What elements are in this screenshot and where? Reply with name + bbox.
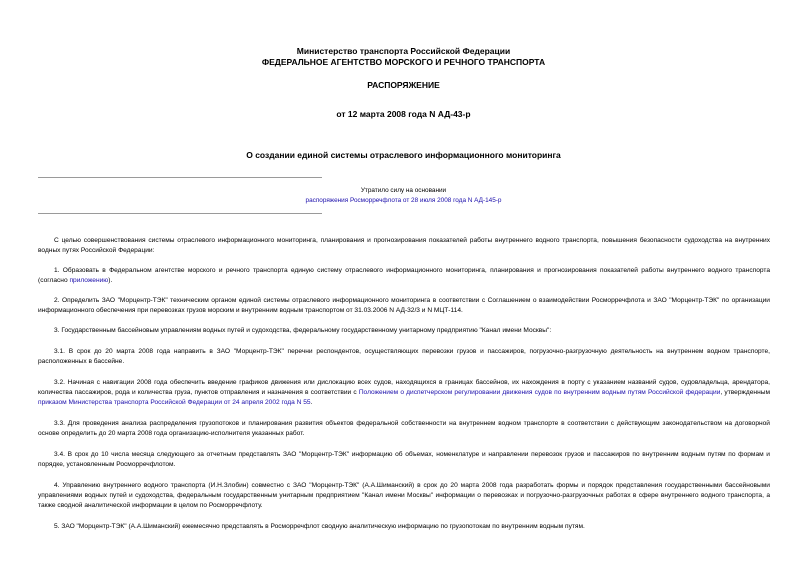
paragraph-1 — [38, 266, 770, 286]
document-date-number: от 12 марта 2008 года N АД-43-р — [336, 109, 471, 119]
status-note-line — [0, 196, 807, 205]
paragraph-3: 3. Государственным бассейновым управлениям водных путей и судоходства, федеральному государственному унитарному предприятию "Канал имени Москвы": — [54, 327, 552, 334]
paragraph-4: 4. Управлению внутреннего водного транспорта (И.Н.Злобин) совместно с ЗАО "Морцентр-ТЭК" (А.А.Шиманский) в срок до 20 марта 2008 года разработать формы и порядок представления государственными бассейновыми управлениями водных путей и судоходства, федеральным государственным унитарным предприятием "Канал имени Москвы" информации о перевозках и погрузочно-разгрузочных работах в сфере внутреннего водного транспорта, а также сводной аналитической информации в целом по Росморречфлоту. — [38, 482, 770, 509]
paragraph-preamble: С целью совершенствования системы отраслевого информационного мониторинга, планирования и прогнозирования показателей работы внутреннего водного транспорта, повышения безопасности судоходства на внутренних водных путях Российской Федерации: — [38, 237, 770, 254]
paragraph-3-1: 3.1. В срок до 20 марта 2008 года направить в ЗАО "Морцентр-ТЭК" перечни респондентов, осуществляющих перевозки грузов и пассажиров, погрузочно-разгрузочную деятельность на внутреннем водном транспорте, расположенных в бассейне. — [38, 348, 770, 365]
paragraph-5: 5. ЗАО "Морцентр-ТЭК" (А.А.Шиманский) ежемесячно представлять в Росморречфлот сводную аналитическую информацию по грузопотокам по внутренним водным путям. — [54, 523, 585, 530]
paragraph-3-4: 3.4. В срок до 10 числа месяца следующего за отчетным представлять ЗАО "Морцентр-ТЭК" информацию об объемах, номенклатуре и направлении перевозок грузов и пассажиров по внутренним водным путям по формам и порядке, установленным Росморречфлотом. — [38, 451, 770, 468]
dispatch-regulation-link[interactable]: Положением о диспетчерском регулировании движения судов по внутренним водным путям Российской федерации — [358, 389, 721, 396]
agency-heading: ФЕДЕРАЛЬНОЕ АГЕНТСТВО МОРСКОГО И РЕЧНОГО ТРАНСПОРТА — [261, 57, 546, 67]
document-type-heading: РАСПОРЯЖЕНИЕ — [367, 80, 440, 90]
appendix-link[interactable]: приложению — [69, 277, 109, 284]
paragraph-2: 2. Определить ЗАО "Морцентр-ТЭК" техническим органом единой системы отраслевого информационного мониторинга в соответствии с Соглашением о взаимодействии Росморречфлота и ЗАО "Морцентр-ТЭК" по организации информационного обеспечения при перевозках грузов морским и внутренним водным транспортом от 31.03.2006 N АД-32/3 и N МЦТ-114. — [38, 297, 770, 314]
document-title: О создании единой системы отраслевого информационного мониторинга — [246, 150, 561, 160]
status-note-text: Утратило силу на основании — [360, 187, 447, 194]
divider-top — [38, 177, 322, 178]
paragraph-3-2 — [38, 378, 770, 408]
ministry-order-link[interactable]: приказом Министерства транспорта Российской Федерации от 24 апреля 2002 года N 55 — [38, 399, 311, 406]
ministry-heading: Министерство транспорта Российской Федерации — [296, 46, 511, 56]
paragraph-1-end: ). — [108, 277, 113, 284]
divider-bottom — [38, 213, 322, 214]
repeal-order-link[interactable]: распоряжения Росморречфлота от 28 июля 2008 года N АД-145-р — [305, 197, 502, 204]
paragraph-1-text: 1. Образовать в Федеральном агентстве морского и речного транспорта единую систему отраслевого информационного мониторинга, планирования и прогнозирования показателей работы внутреннего водного транспорта (согласно — [38, 267, 770, 284]
paragraph-3-3: 3.3. Для проведения анализа распределения грузопотоков и планирования развития объектов федеральной собственности на внутреннем водном транспорте в соответствии с действующим законодательством на договорной основе определить до 20 марта 2008 года организацию-исполнителя указанных работ. — [38, 420, 770, 437]
paragraph-3-2-text: 3.2. Начиная с навигации 2008 года обеспечить введение графиков движения или дислокацию всех судов, находящихся в границах бассейнов, их нахождения в порту с указанием названий судов, судовладельца, арендатора, количества пассажиров, рода и количества груза, пунктов отправления и назначения в соответствии с — [38, 379, 770, 396]
paragraph-3-2-mid: , утвержденным — [720, 389, 770, 396]
paragraph-3-2-end: . — [310, 399, 313, 406]
